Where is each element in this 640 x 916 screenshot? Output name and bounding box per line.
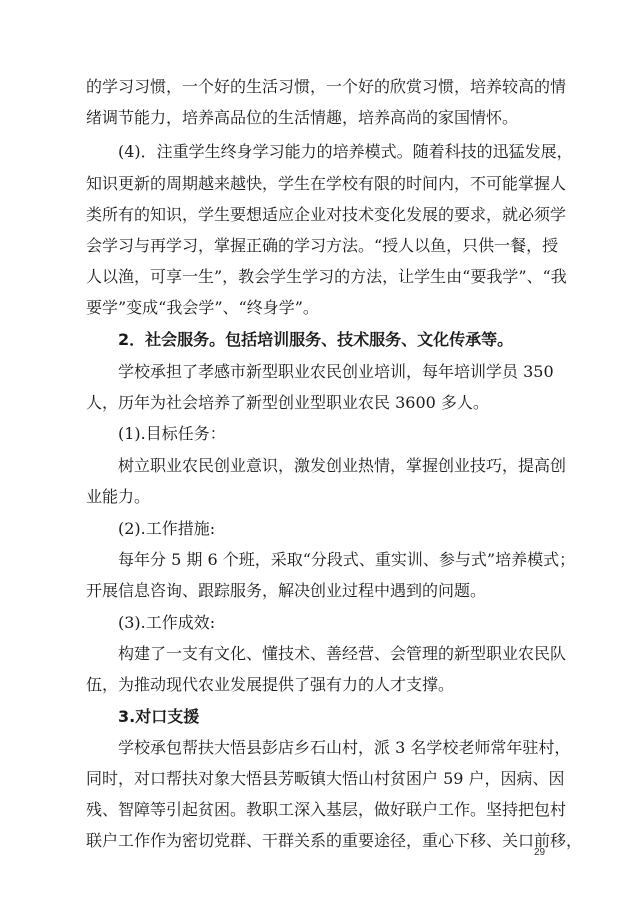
text-line: (3).工作成效: (118, 613, 216, 632)
text-line: 要学”变成“我会学”、“终身学”。 (86, 298, 319, 317)
text-line: 类所有的知识，学生要想适应企业对技术变化发展的要求，就必须学 (86, 205, 567, 224)
text-line: 每年分 5 期 6 个班，采取“分段式、重实训、参与式”培养模式； (118, 550, 576, 569)
page-number: 29 (534, 847, 546, 858)
text-line: 业能力。 (86, 487, 151, 506)
text-line: (1).目标任务： (118, 424, 226, 443)
text-line: 联户工作作为密切党群、干群关系的重要途径，重心下移、关口前移， (86, 831, 583, 850)
text-line: 开展信息咨询、跟踪服务，解决创业过程中遇到的问题。 (86, 581, 487, 600)
text-line: 残、智障等引起贫困。教职工深入基层，做好联户工作。坚持把包村 (86, 800, 567, 819)
text-line: 会学习与再学习，掌握正确的学习方法。“授人以鱼，只供一餐，授 (86, 236, 559, 255)
text-line: 绪调节能力，培养高品位的生活情趣，培养高尚的家国情怀。 (86, 108, 519, 127)
section-heading: 3.对口支援 (118, 707, 200, 726)
text-line: 学校承担了孝感市新型职业农民创业培训，每年培训学员 350 (118, 362, 554, 381)
text-line: (2).工作措施: (118, 519, 216, 538)
text-line: 学校承包帮扶大悟县彭店乡石山村，派 3 名学校老师常年驻村， (118, 738, 571, 757)
text-line: 人，历年为社会培养了新型创业型职业农民 3600 多人。 (86, 393, 489, 412)
text-line: (4)．注重学生终身学习能力的培养模式。随着科技的迅猛发展， (118, 142, 573, 161)
text-line: 树立职业农民创业意识，激发创业热情，掌握创业技巧，提高创 (118, 456, 567, 475)
text-line: 知识更新的周期越来越快，学生在学校有限的时间内，不可能掌握人 (86, 174, 567, 193)
text-line: 构建了一支有文化、懂技术、善经营、会管理的新型职业农民队 (118, 644, 567, 663)
text-line: 同时，对口帮扶对象大悟县芳畈镇大悟山村贫困户 59 户，因病、因 (86, 769, 565, 788)
text-line: 人以渔，可享一生”，教会学生学习的方法，让学生由“要我学”、“我 (86, 267, 567, 286)
section-heading: 2．社会服务。包括培训服务、技术服务、文化传承等。 (118, 330, 514, 349)
text-line: 伍，为推动现代农业发展提供了强有力的人才支撑。 (86, 675, 455, 694)
text-line: 的学习习惯，一个好的生活习惯，一个好的欣赏习惯，培养较高的情 (86, 77, 567, 96)
